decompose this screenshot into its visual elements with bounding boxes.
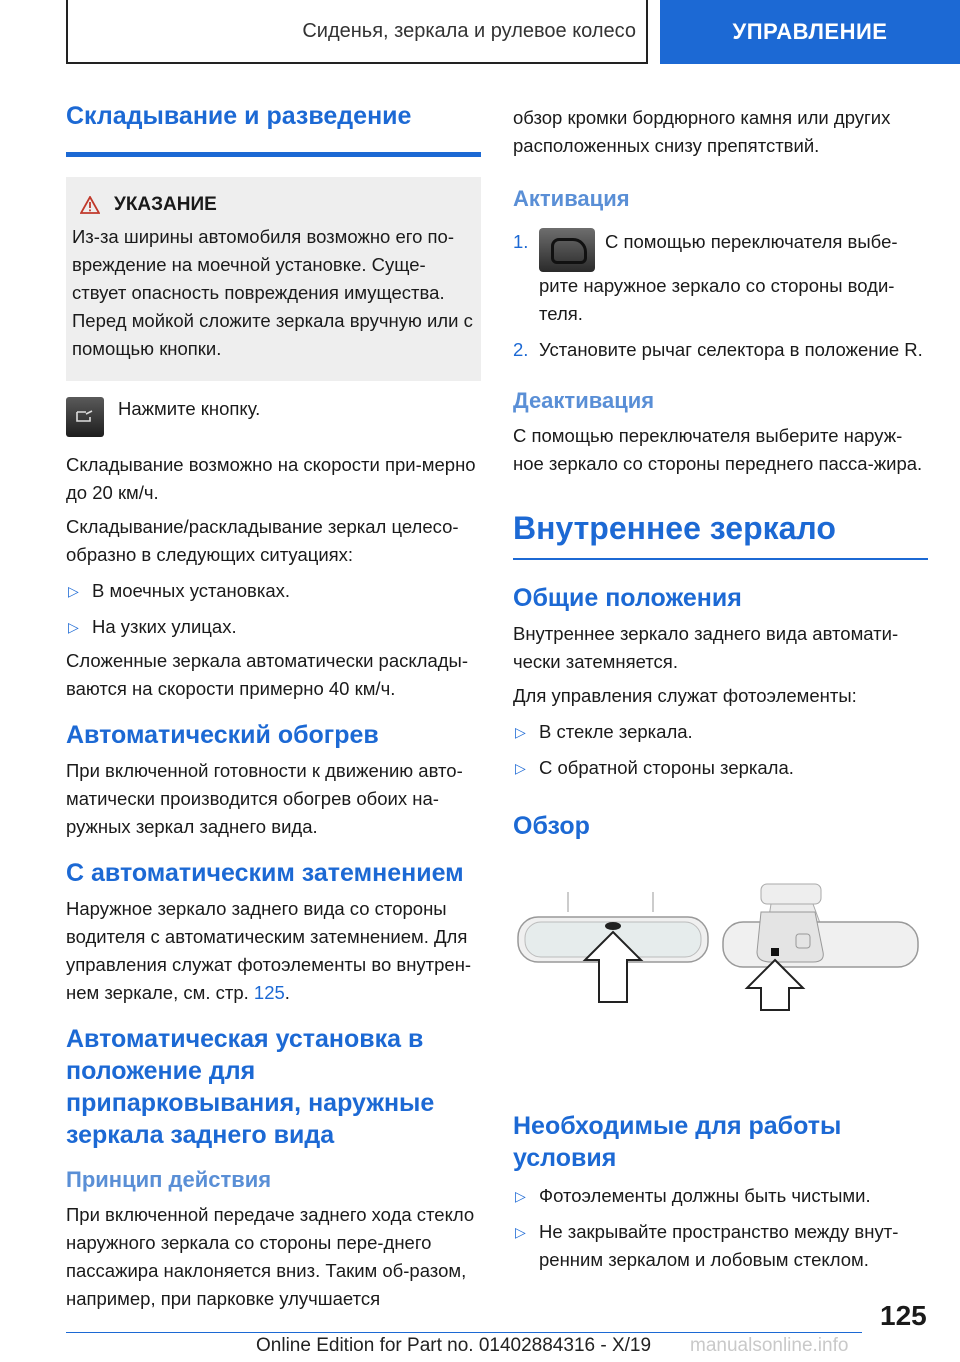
dimming-text: Наружное зеркало заднего вида со стороны водителя с автоматическим затемнением. Для управления служат фотоэлементы во внутрен-нем зеркале, см. стр. 125. bbox=[66, 898, 472, 1003]
heating-text: При включенной готовности к движению авто-матически производится обогрев обоих на-ружных зеркал заднего вида. bbox=[66, 760, 463, 837]
section-rule bbox=[513, 558, 928, 560]
fold-speed-text: Складывание возможно на скорости при-мерно до 20 км/ч. bbox=[66, 454, 476, 503]
general-title: Общие положения bbox=[513, 584, 742, 612]
mirror-selector-switch-icon bbox=[539, 228, 595, 272]
step-number: 2. bbox=[513, 339, 529, 360]
list-item: ▷ Фотоэлементы должны быть чистыми. bbox=[513, 1182, 928, 1210]
left-column bbox=[66, 100, 481, 1313]
warning-triangle-icon bbox=[80, 196, 100, 214]
list-item: ▷ Не закрывайте пространство между внут-ренним зеркалом и лобовым стеклом. bbox=[513, 1218, 928, 1274]
list-item: ▷ На узких улицах. bbox=[66, 613, 481, 641]
bullet-triangle-icon: ▷ bbox=[515, 724, 526, 740]
header-chapter-title: УПРАВЛЕНИЕ bbox=[732, 19, 888, 44]
list-item: ▷ С обратной стороны зеркала. bbox=[513, 754, 928, 782]
warning-text: Из-за ширины автомобиля возможно его по-вреждение на моечной установке. Суще-ствует опасность повреждения имущества. Перед мойкой сложите зеркала вручную или с помощью кнопки. bbox=[72, 226, 473, 359]
warning-title-text: УКАЗАНИЕ bbox=[114, 194, 217, 215]
fold-situations-text: Складывание/раскладывание зеркал целесо-образно в следующих ситуациях: bbox=[66, 516, 459, 565]
header-chapter-tab[interactable] bbox=[660, 0, 960, 64]
principle-title: Принцип действия bbox=[66, 1167, 272, 1192]
footer-watermark: manualsonline.info bbox=[690, 1335, 849, 1356]
control-text: Для управления служат фотоэлементы: bbox=[513, 685, 857, 706]
inner-mirror-title: Внутреннее зеркало bbox=[513, 510, 836, 546]
page-number: 125 bbox=[880, 1300, 927, 1331]
heating-title: Автоматический обогрев bbox=[66, 721, 379, 749]
deactivation-title: Деактивация bbox=[513, 388, 655, 413]
right-column bbox=[513, 100, 928, 1274]
footer-rule bbox=[66, 1332, 862, 1333]
header-section-tab bbox=[66, 0, 648, 64]
fold-button-row bbox=[66, 395, 481, 437]
mirror-fold-button-icon bbox=[66, 397, 104, 437]
list-item: 2. Установите рычаг селектора в положение R. bbox=[513, 336, 928, 364]
page-link[interactable]: 125 bbox=[253, 982, 285, 1003]
principle-text: При включенной передаче заднего хода стекло наружного зеркала со стороны пере-днего пассажира наклоняется вниз. Таким об-разом, например, при парковке улучшается bbox=[66, 1204, 475, 1309]
list-item: ▷ В стекле зеркала. bbox=[513, 718, 928, 746]
footer-edition: Online Edition for Part no. 01402884316 - X/19 bbox=[256, 1335, 652, 1356]
bullet-triangle-icon: ▷ bbox=[515, 1224, 526, 1240]
dimming-title: С автоматическим затемнением bbox=[66, 859, 464, 887]
press-button-text: Нажмите кнопку. bbox=[118, 398, 261, 419]
unfold-speed-text: Сложенные зеркала автоматически расклады-ваются на скорости примерно 40 км/ч. bbox=[66, 650, 469, 699]
mirror-sensors-figure bbox=[513, 882, 928, 1082]
section-rule bbox=[66, 152, 481, 157]
fold-section-title: Складывание и разведение bbox=[66, 102, 412, 130]
activation-title: Активация bbox=[513, 186, 630, 211]
bullet-triangle-icon: ▷ bbox=[68, 583, 79, 599]
mirror-sensors-illustration bbox=[513, 882, 928, 1102]
list-item: ▷ В моечных установках. bbox=[66, 577, 481, 605]
bullet-triangle-icon: ▷ bbox=[515, 760, 526, 776]
warning-title bbox=[80, 191, 473, 219]
parking-title: Автоматическая установка в положение для припарковывания, наружные зеркала заднего вида bbox=[66, 1025, 435, 1149]
deactivation-text: С помощью переключателя выберите наруж-ное зеркало со стороны переднего пасса-жира. bbox=[513, 425, 923, 474]
bullet-triangle-icon: ▷ bbox=[515, 1188, 526, 1204]
requirements-title: Необходимые для работы условия bbox=[513, 1112, 842, 1172]
step-number: 1. bbox=[513, 231, 529, 252]
header-section-title: Сиденья, зеркала и рулевое колесо bbox=[302, 19, 636, 42]
warning-box bbox=[66, 177, 481, 381]
general-text: Внутреннее зеркало заднего вида автомати-чески затемняется. bbox=[513, 623, 899, 672]
list-item: 1. С помощью переключателя выбе-рите наружное зеркало со стороны води-теля. bbox=[513, 228, 928, 328]
overview-title: Обзор bbox=[513, 812, 590, 840]
bullet-triangle-icon: ▷ bbox=[68, 619, 79, 635]
principle-continued-text: обзор кромки бордюрного камня или других расположенных снизу препятствий. bbox=[513, 107, 891, 156]
